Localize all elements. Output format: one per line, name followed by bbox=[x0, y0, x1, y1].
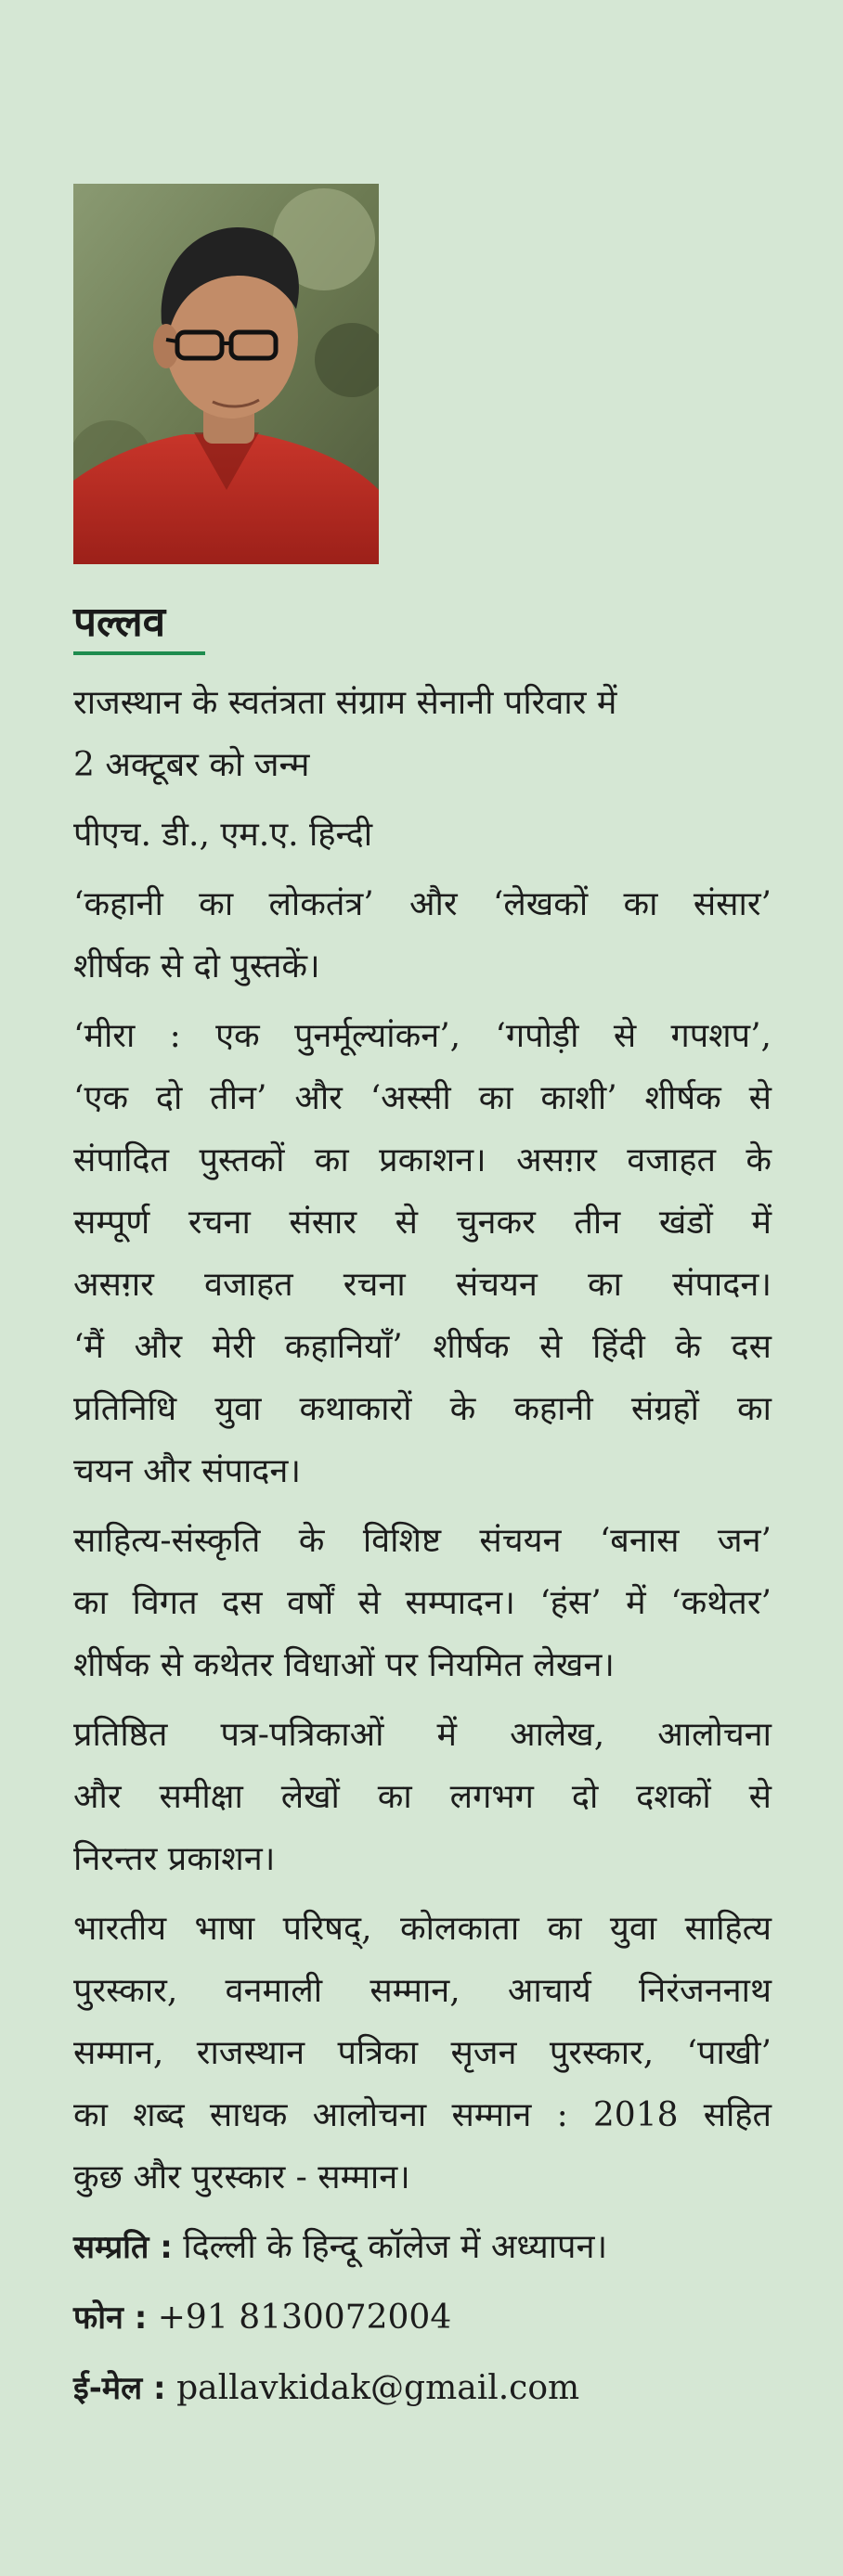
current-position-value: दिल्ली के हिन्दू कॉलेज में अध्यापन। bbox=[172, 2228, 608, 2266]
bio-line: ‘मीरा : एक पुनर्मूल्यांकन’, ‘गपोड़ी से गपशप’, bbox=[73, 1017, 772, 1055]
bio-line: राजस्थान के स्वतंत्रता संग्राम सेनानी परिवार में bbox=[73, 684, 617, 722]
bio-line: प्रतिनिधि युवा कथाकारों के कहानी संग्रहों का bbox=[73, 1390, 772, 1428]
bio-books bbox=[73, 873, 772, 998]
current-position-label: सम्प्रति : bbox=[73, 2229, 173, 2266]
author-bio bbox=[73, 672, 772, 2428]
bio-line: पीएच. डी., एम.ए. हिन्दी bbox=[73, 816, 373, 854]
bio-banas-jan bbox=[73, 1510, 772, 1696]
bio-line: संपादित पुस्तकों का प्रकाशन। असग़र वजाहत के bbox=[73, 1141, 772, 1179]
bio-line: भारतीय भाषा परिषद्, कोलकाता का युवा साहित्य bbox=[73, 1910, 772, 1948]
bio-line: ‘मैं और मेरी कहानियाँ’ शीर्षक से हिंदी के दस bbox=[73, 1328, 772, 1366]
bio-line: ‘एक दो तीन’ और ‘अस्सी का काशी’ शीर्षक से bbox=[73, 1079, 772, 1117]
bio-line: शीर्षक से दो पुस्तकें। bbox=[73, 947, 320, 985]
bio-line: असग़र वजाहत रचना संचयन का संपादन। bbox=[73, 1266, 772, 1304]
bio-line: चयन और संपादन। bbox=[73, 1452, 302, 1490]
current-position bbox=[73, 2216, 772, 2279]
bio-line: सम्मान, राजस्थान पत्रिका सृजन पुरस्कार, ‘पाखी’ bbox=[73, 2034, 772, 2072]
author-name: पल्लव bbox=[73, 599, 166, 646]
email bbox=[73, 2357, 772, 2420]
bio-line: साहित्य-संस्कृति के विशिष्ट संचयन ‘बनास जन’ bbox=[73, 1522, 772, 1560]
bio-education bbox=[73, 804, 772, 866]
bio-edited-works bbox=[73, 1005, 772, 1502]
phone bbox=[73, 2286, 772, 2350]
bio-birth bbox=[73, 672, 772, 796]
bio-awards bbox=[73, 1898, 772, 2209]
author-portrait bbox=[73, 184, 379, 564]
email-label: ई-मेल : bbox=[73, 2370, 166, 2407]
phone-label: फोन : bbox=[73, 2299, 148, 2337]
bio-line: प्रतिष्ठित पत्र-पत्रिकाओं में आलेख, आलोचना bbox=[73, 1716, 772, 1754]
bio-line: और समीक्षा लेखों का लगभग दो दशकों से bbox=[73, 1778, 772, 1816]
bio-articles bbox=[73, 1704, 772, 1890]
email-value: pallavkidak@gmail.com bbox=[165, 2369, 580, 2407]
bio-line: 2 अक्टूबर को जन्म bbox=[73, 746, 310, 784]
bio-line: सम्पूर्ण रचना संसार से चुनकर तीन खंडों में bbox=[73, 1204, 772, 1242]
bio-line: पुरस्कार, वनमाली सम्मान, आचार्य निरंजननाथ bbox=[73, 1972, 772, 2010]
bio-line: निरन्तर प्रकाशन। bbox=[73, 1840, 276, 1878]
name-underline bbox=[73, 651, 205, 655]
author-portrait-image bbox=[73, 184, 379, 564]
bio-line: शीर्षक से कथेतर विधाओं पर नियमित लेखन। bbox=[73, 1646, 615, 1684]
bio-line: का शब्द साधक आलोचना सम्मान : 2018 सहित bbox=[73, 2096, 772, 2134]
bio-line: का विगत दस वर्षों से सम्पादन। ‘हंस’ में ‘कथेतर’ bbox=[73, 1584, 772, 1622]
bio-line: ‘कहानी का लोकतंत्र’ और ‘लेखकों का संसार’ bbox=[73, 885, 772, 923]
bio-line: कुछ और पुरस्कार - सम्मान। bbox=[73, 2158, 410, 2196]
phone-value: +91 8130072004 bbox=[147, 2299, 452, 2337]
